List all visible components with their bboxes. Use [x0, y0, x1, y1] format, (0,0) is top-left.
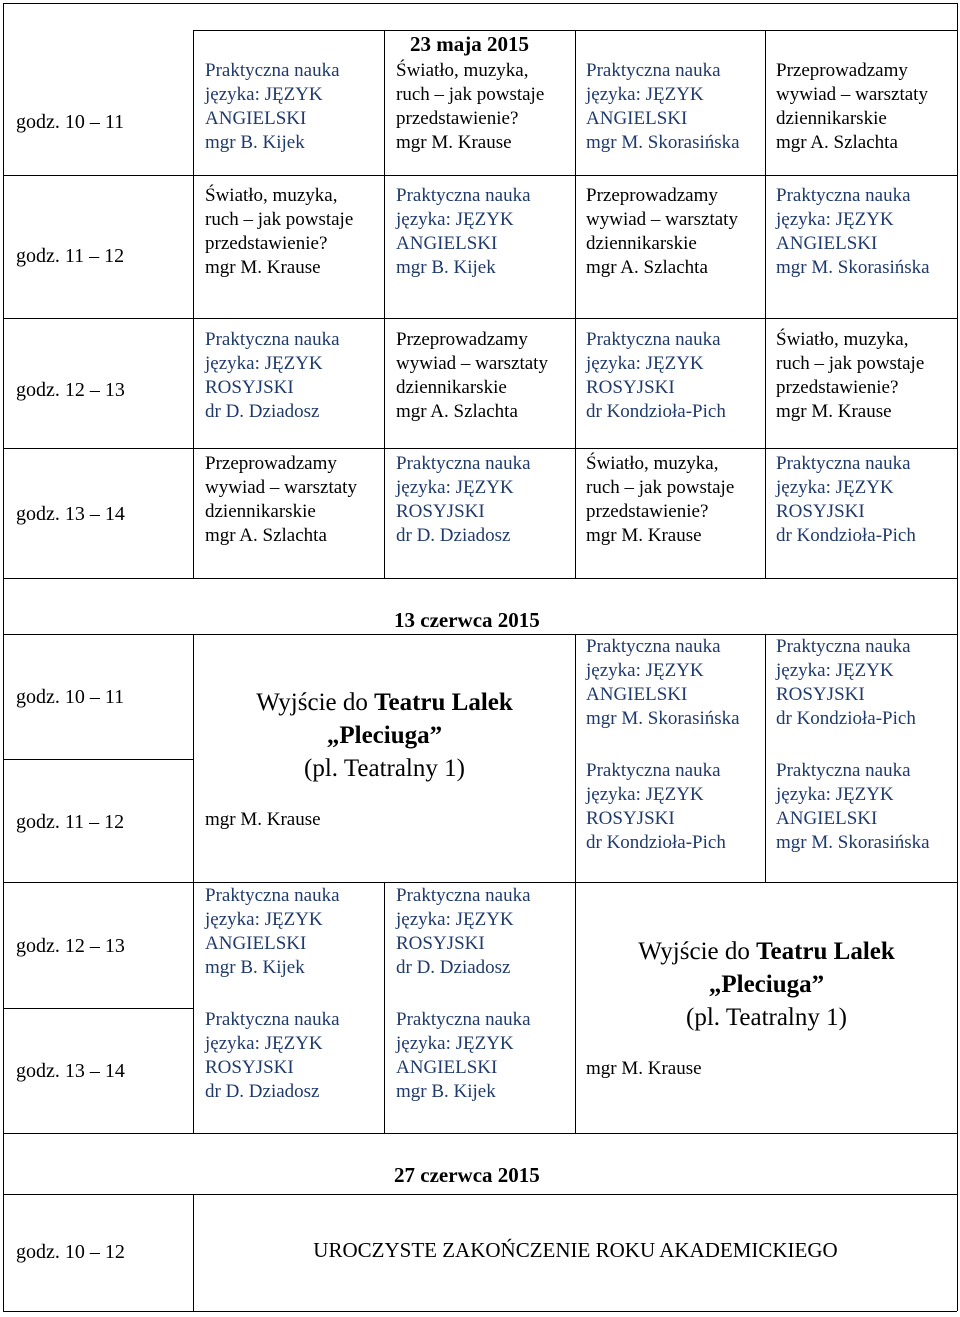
- table-border: [3, 1133, 4, 1311]
- table-border: [3, 882, 957, 883]
- class-entry: Praktyczna nauka języka: JĘZYK ANGIELSKI mgr B. Kijek: [396, 1009, 531, 1102]
- class-entry: Praktyczna nauka języka: JĘZYK ROSYJSKI dr D. Dziadosz: [205, 329, 340, 422]
- class-entry: Światło, muzyka, ruch – jak powstaje przedstawienie? mgr M. Krause: [776, 329, 925, 422]
- theatre-outing: Wyjście do Teatru Lalek „Pleciuga” (pl. Teatralny 1): [638, 938, 895, 1031]
- time-label: godz. 10 – 11: [16, 111, 125, 133]
- table-border: [3, 578, 957, 579]
- class-entry: Praktyczna nauka języka: JĘZYK ROSYJSKI dr D. Dziadosz: [205, 1009, 340, 1102]
- table-border: [957, 578, 958, 1133]
- date-heading: 23 maja 2015: [410, 32, 529, 56]
- time-label: godz. 10 – 11: [16, 686, 125, 708]
- table-border: [3, 1194, 957, 1195]
- time-label: godz. 10 – 12: [16, 1241, 125, 1263]
- table-border: [765, 634, 766, 882]
- class-entry: Praktyczna nauka języka: JĘZYK ROSYJSKI dr Kondzioła-Pich: [776, 453, 916, 546]
- table-border: [384, 30, 385, 578]
- class-entry: Przeprowadzamy wywiad – warsztaty dziennikarskie mgr A. Szlachta: [205, 453, 357, 546]
- table-border: [957, 3, 958, 578]
- class-entry: Praktyczna nauka języka: JĘZYK ROSYJSKI dr Kondzioła-Pich: [586, 329, 726, 422]
- class-entry: Praktyczna nauka języka: JĘZYK ANGIELSKI mgr B. Kijek: [205, 60, 340, 153]
- table-border: [575, 634, 576, 882]
- class-entry: Praktyczna nauka języka: JĘZYK ANGIELSKI mgr M. Skorasińska: [586, 60, 740, 153]
- outing-teacher: mgr M. Krause: [205, 809, 321, 830]
- time-label: godz. 13 – 14: [16, 503, 125, 525]
- class-entry: Praktyczna nauka języka: JĘZYK ANGIELSKI mgr B. Kijek: [205, 885, 340, 978]
- class-entry: Praktyczna nauka języka: JĘZYK ANGIELSKI mgr M. Skorasińska: [586, 636, 740, 729]
- class-entry: Światło, muzyka, ruch – jak powstaje przedstawienie? mgr M. Krause: [205, 185, 354, 278]
- time-label: godz. 11 – 12: [16, 811, 125, 833]
- table-border: [3, 448, 957, 449]
- table-border: [3, 1133, 957, 1134]
- table-border: [3, 318, 957, 319]
- table-border: [3, 759, 193, 760]
- class-entry: Praktyczna nauka języka: JĘZYK ROSYJSKI dr D. Dziadosz: [396, 885, 531, 978]
- table-border: [957, 1133, 958, 1311]
- table-border: [3, 3, 4, 578]
- date-heading: 13 czerwca 2015: [394, 608, 540, 632]
- class-entry: Przeprowadzamy wywiad – warsztaty dziennikarskie mgr A. Szlachta: [776, 60, 928, 153]
- table-border: [3, 1008, 193, 1009]
- class-entry: Światło, muzyka, ruch – jak powstaje przedstawienie? mgr M. Krause: [586, 453, 735, 546]
- table-border: [3, 3, 957, 4]
- class-entry: Praktyczna nauka języka: JĘZYK ROSYJSKI dr Kondzioła-Pich: [776, 636, 916, 729]
- table-border: [3, 1311, 957, 1312]
- class-entry: Przeprowadzamy wywiad – warsztaty dziennikarskie mgr A. Szlachta: [586, 185, 738, 278]
- time-label: godz. 13 – 14: [16, 1060, 125, 1082]
- table-border: [384, 882, 385, 1133]
- table-border: [3, 578, 4, 1133]
- class-entry: Praktyczna nauka języka: JĘZYK ANGIELSKI mgr M. Skorasińska: [776, 760, 930, 853]
- table-border: [575, 30, 576, 578]
- date-heading: 27 czerwca 2015: [394, 1163, 540, 1187]
- class-entry: Praktyczna nauka języka: JĘZYK ROSYJSKI dr Kondzioła-Pich: [586, 760, 726, 853]
- closing-ceremony: UROCZYSTE ZAKOŃCZENIE ROKU AKADEMICKIEGO: [313, 1238, 838, 1262]
- time-label: godz. 12 – 13: [16, 379, 125, 401]
- class-entry: Praktyczna nauka języka: JĘZYK ANGIELSKI mgr M. Skorasińska: [776, 185, 930, 278]
- theatre-outing: Wyjście do Teatru Lalek „Pleciuga” (pl. Teatralny 1): [256, 689, 513, 782]
- table-border: [3, 175, 957, 176]
- outing-teacher: mgr M. Krause: [586, 1058, 702, 1079]
- table-border: [765, 30, 766, 578]
- class-entry: Praktyczna nauka języka: JĘZYK ROSYJSKI dr D. Dziadosz: [396, 453, 531, 546]
- table-border: [193, 30, 194, 578]
- time-label: godz. 11 – 12: [16, 245, 125, 267]
- class-entry: Praktyczna nauka języka: JĘZYK ANGIELSKI mgr B. Kijek: [396, 185, 531, 278]
- class-entry: Światło, muzyka, ruch – jak powstaje przedstawienie? mgr M. Krause: [396, 60, 545, 153]
- class-entry: Przeprowadzamy wywiad – warsztaty dziennikarskie mgr A. Szlachta: [396, 329, 548, 422]
- time-label: godz. 12 – 13: [16, 935, 125, 957]
